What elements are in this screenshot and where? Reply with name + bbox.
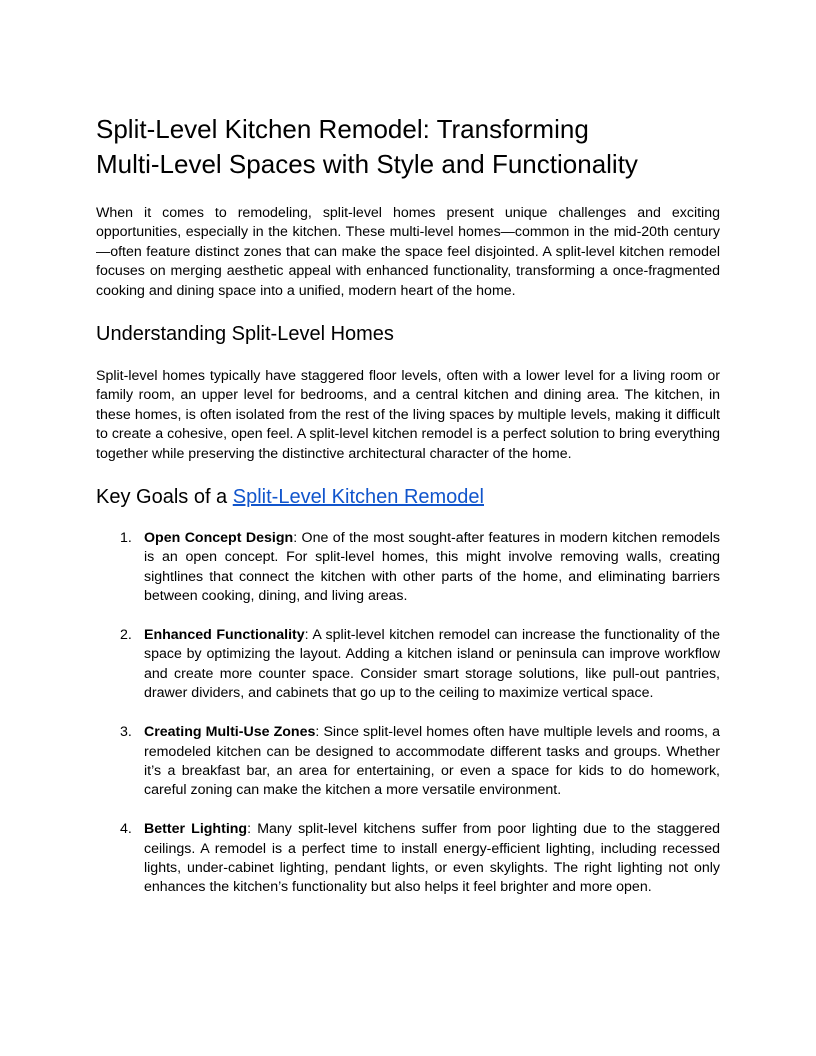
list-item-number: 2. xyxy=(120,627,132,644)
understanding-paragraph: Split-level homes typically have staggered floor levels, often with a lower level for a living room or family room, an upper level for bedrooms, and a central kitchen and dining area. The kitchen, in these homes, is often isolated from the rest of the living spaces by multiple levels, making it difficult to create a cohesive, open feel. A split-level kitchen remodel is a perfect solution to bring everything together while preserving the distinctive architectural character of the home. xyxy=(96,368,720,462)
list-item-term: Open Concept Design xyxy=(144,530,294,547)
document-page xyxy=(96,112,720,917)
list-item-term: Enhanced Functionality xyxy=(144,627,305,644)
list-item-number: 4. xyxy=(120,821,132,838)
key-goals-list xyxy=(96,529,720,898)
list-item-text: : A split-level kitchen remodel can increase the functionality of the space by optimizing the layout. Adding a kitchen island or peninsula can improve workflow and create more counter space. Consider smart storage solutions, like pull-out pantries, drawer dividers, and cabinets that go up to the ceiling to maximize vertical space. xyxy=(144,627,720,702)
list-item-term: Better Lighting xyxy=(144,821,248,838)
page-title-line-1: Split-Level Kitchen Remodel: Transforming xyxy=(96,114,589,144)
list-item-number: 3. xyxy=(120,724,132,741)
list-item xyxy=(96,723,720,801)
page-title-line-2: Multi-Level Spaces with Style and Functionality xyxy=(96,149,638,179)
section-heading-key-goals xyxy=(96,484,720,510)
list-item-term: Creating Multi-Use Zones xyxy=(144,724,316,741)
list-item-text: : Many split-level kitchens suffer from poor lighting due to the staggered ceilings. A remodel is a perfect time to install energy-efficient lighting, including recessed lights, under-cabinet lighting, pendant lights, or even skylights. The right lighting not only enhances the kitchen’s functionality but also helps it feel brighter and more open. xyxy=(144,821,720,896)
list-item-number: 1. xyxy=(120,530,132,547)
split-level-kitchen-remodel-link[interactable]: Split-Level Kitchen Remodel xyxy=(232,486,484,509)
page-title xyxy=(96,112,720,182)
intro-paragraph: When it comes to remodeling, split-level homes present unique challenges and exciting opportunities, especially in the kitchen. These multi-level homes—common in the mid-20th century—often feature distinct zones that can make the space feel disjointed. A split-level kitchen remodel focuses on merging aesthetic appeal with enhanced functionality, transforming a once-fragmented cooking and dining space into a unified, modern heart of the home. xyxy=(96,205,720,299)
list-item-text: : Since split-level homes often have multiple levels and rooms, a remodeled kitchen can be designed to accommodate different tasks and groups. Whether it’s a breakfast bar, an area for entertaining, or even a space for kids to do homework, careful zoning can make the kitchen a more versatile environment. xyxy=(144,724,720,799)
section-heading-understanding: Understanding Split-Level Homes xyxy=(96,323,394,346)
key-goals-heading-prefix: Key Goals of a xyxy=(96,486,233,509)
list-item-text: : One of the most sought-after features in modern kitchen remodels is an open concept. For split-level homes, this might involve removing walls, creating sightlines that connect the kitchen with other parts of the home, and eliminating barriers between cooking, dining, and living areas. xyxy=(144,530,720,605)
list-item xyxy=(96,820,720,898)
list-item xyxy=(96,529,720,607)
list-item xyxy=(96,626,720,704)
